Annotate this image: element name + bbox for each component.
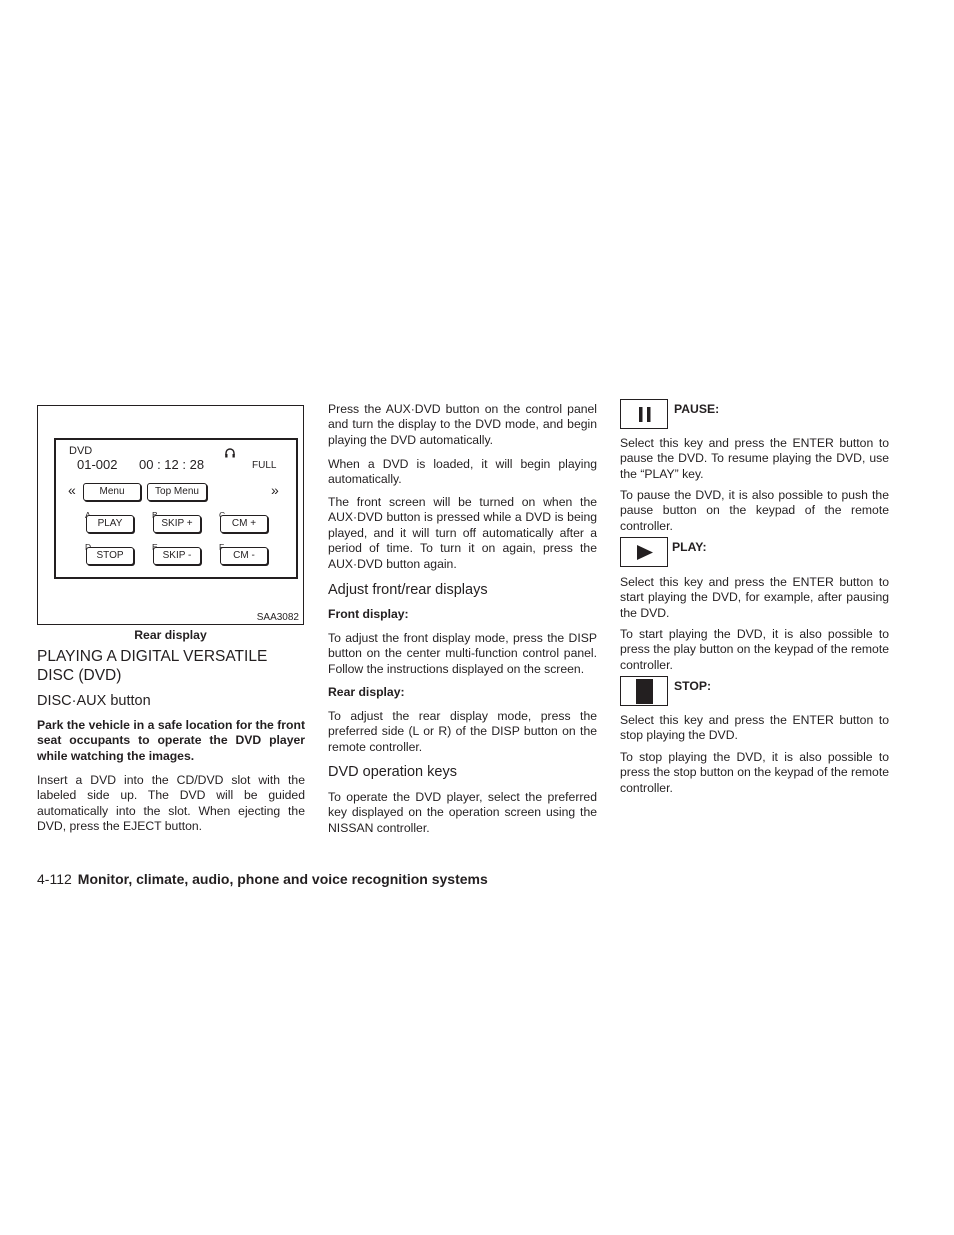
section-heading: PLAYING A DIGITAL VERSATILE DISC (DVD) (37, 648, 268, 684)
headphone-icon (224, 446, 236, 464)
screen-cm-minus-key: CM - (220, 547, 268, 565)
play-text: Select this key and press the ENTER button to start playing the DVD, for example, after pausing the DVD. (620, 575, 889, 620)
rear-display-text: To adjust the rear display mode, press the preferred side (L or R) of the DISP button on the remote controller. (328, 709, 597, 754)
pause-key-box (620, 399, 668, 429)
pause-remote-text: To pause the DVD, it is also possible to push the pause button on the keypad of the remote controller. (620, 488, 889, 533)
pause-label: PAUSE: (674, 402, 720, 416)
top-menu-button: Top Menu (147, 483, 207, 501)
pause-text: Select this key and press the ENTER button to pause the DVD. To resume playing the DVD, use the “PLAY” key. (620, 436, 889, 481)
stop-text: Select this key and press the ENTER button to stop playing the DVD. (620, 713, 889, 743)
page-number: 4-112 (37, 871, 72, 887)
insert-dvd-text: Insert a DVD into the CD/DVD slot with the labeled side up. The DVD will be guided automatically into the slot. When ejecting the DVD, press the EJECT button. (37, 773, 305, 834)
rear-display-figure (37, 405, 304, 625)
stop-key-box (620, 676, 668, 706)
safety-warning: Park the vehicle in a safe location for the front seat occupants to operate the DVD player while watching the images. (37, 718, 305, 763)
adjust-displays-heading: Adjust front/rear displays (328, 582, 488, 598)
screen-cm-plus-key: CM + (220, 515, 268, 533)
figure-id: SAA3082 (256, 612, 299, 623)
next-page-icon: » (271, 482, 279, 498)
pause-icon (639, 407, 651, 427)
rear-display-screen (54, 438, 298, 579)
elapsed-time: 00 : 12 : 28 (139, 457, 205, 472)
auto-play-text: When a DVD is loaded, it will begin playing automatically. (328, 457, 597, 487)
stop-remote-text: To stop playing the DVD, it is also possible to press the stop button on the keypad of the remote controller. (620, 750, 889, 795)
figure-caption: Rear display (134, 628, 207, 642)
screen-play-key: PLAY (86, 515, 134, 533)
screen-skip-minus-key: SKIP - (153, 547, 201, 565)
front-screen-text: The front screen will be turned on when the AUX·DVD button is pressed while a DVD is being played, and it will turn off automatically after a period of time. To turn it on again, press the AUX·DVD button again. (328, 495, 597, 571)
aux-dvd-text: Press the AUX·DVD button on the control panel and turn the display to the DVD mode, and begin playing the DVD automatically. (328, 402, 597, 447)
play-label: PLAY: (672, 540, 707, 554)
prev-page-icon: « (68, 482, 76, 498)
screen-stop-key: STOP (86, 547, 134, 565)
play-icon (637, 545, 653, 565)
play-key-box (620, 537, 668, 567)
screen-skip-plus-key: SKIP + (153, 515, 201, 533)
rear-display-label: Rear display: (328, 685, 405, 699)
dvd-keys-heading: DVD operation keys (328, 764, 457, 780)
track-number: 01-002 (77, 457, 118, 472)
page-footer (37, 871, 488, 887)
front-display-text: To adjust the front display mode, press the DISP button on the center multi-function control panel. Follow the instructions displayed on the screen. (328, 631, 597, 676)
screen-size-label: FULL (252, 460, 277, 471)
dvd-keys-text: To operate the DVD player, select the preferred key displayed on the operation screen using the NISSAN controller. (328, 790, 597, 835)
disc-aux-heading: DISC·AUX button (37, 693, 151, 709)
stop-label: STOP: (674, 679, 712, 693)
front-display-label: Front display: (328, 607, 409, 621)
play-remote-text: To start playing the DVD, it is also possible to press the play button on the keypad of the remote controller. (620, 627, 889, 672)
chapter-title: Monitor, climate, audio, phone and voice recognition systems (77, 871, 488, 887)
mode-label: DVD (69, 445, 93, 457)
menu-button: Menu (83, 483, 141, 501)
stop-icon (636, 679, 653, 709)
